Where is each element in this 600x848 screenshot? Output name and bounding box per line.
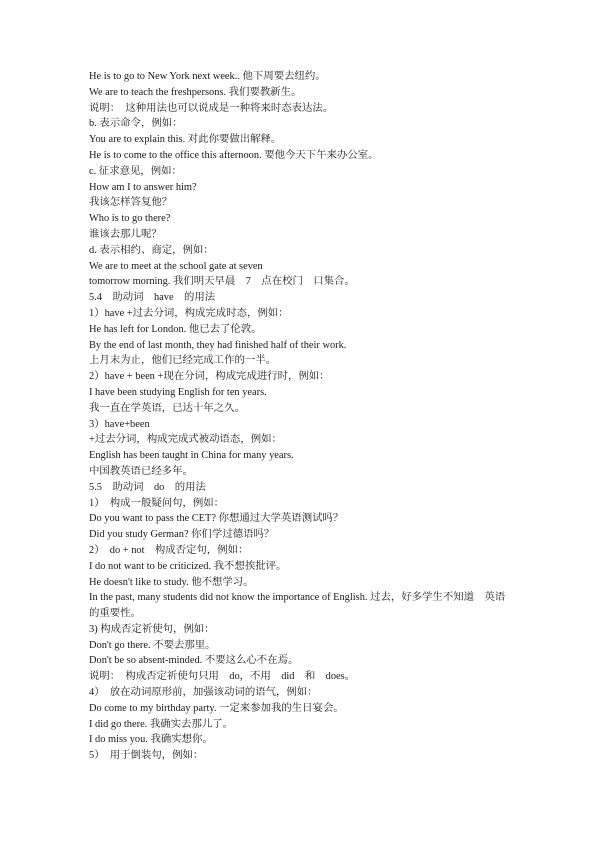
- text-line: By the end of last month, they had finished half of their work.: [89, 339, 347, 351]
- text-line: I do not want to be criticized. 我不想挨批评。: [89, 560, 287, 572]
- text-line: 4） 放在动词原形前，加强该动词的语气，例如：: [89, 687, 318, 699]
- text-line: He has left for London. 他已去了伦敦。: [89, 323, 262, 335]
- text-line: Who is to go there?: [89, 213, 171, 225]
- text-line: 说明： 这种用法也可以说成是一种将来时态表达法。: [89, 102, 334, 114]
- text-line: 2） do + not 构成否定句，例如：: [89, 544, 249, 556]
- text-line: b. 表示命令，例如：: [89, 118, 183, 130]
- text-line: d. 表示相约、商定，例如：: [89, 244, 214, 256]
- text-line: 的重要性。: [89, 608, 141, 620]
- text-line: In the past, many students did not know the importance of English. 过去，好多学生不知道 英语: [89, 592, 506, 604]
- text-line: I did go there. 我确实去那儿了。: [89, 718, 234, 730]
- text-line: 3）have+been: [89, 418, 150, 430]
- text-line: +过去分词，构成完成式被动语态，例如：: [89, 434, 282, 446]
- text-line: We are to teach the freshpersons. 我们要教新生。: [89, 86, 302, 98]
- text-line: 谁该去那儿呢？: [89, 228, 162, 240]
- text-line: tomorrow morning. 我们明天早晨 7 点在校门 口集合。: [89, 276, 355, 288]
- text-line: 中国教英语已经多年。: [89, 465, 193, 477]
- text-line: I have been studying English for ten years.: [89, 386, 267, 398]
- text-line: 2）have + been +现在分词，构成完成进行时，例如：: [89, 371, 330, 383]
- text-line: c. 征求意见，例如：: [89, 165, 182, 177]
- text-line: I do miss you. 我确实想你。: [89, 734, 213, 746]
- text-line: Don't go there. 不要去那里。: [89, 639, 216, 651]
- section-heading: 5.5 助动词 do 的用法: [89, 481, 206, 493]
- text-line: How am I to answer him?: [89, 181, 197, 193]
- document-body: [89, 69, 529, 764]
- text-line: He is to go to New York next week.. 他下周要去纽约。: [89, 71, 326, 82]
- section-heading: 5.4 助动词 have 的用法: [89, 292, 216, 304]
- text-line: Don't be so absent-minded. 不要这么心不在焉。: [89, 655, 299, 667]
- text-line: You are to explain this. 对此你要做出解释。: [89, 134, 282, 146]
- text-line: Did you study German? 你们学过德语吗？: [89, 529, 275, 541]
- text-line: Do you want to pass the CET? 你想通过大学英语测试吗？: [89, 513, 344, 525]
- text-line: 1）have +过去分词，构成完成时态，例如：: [89, 307, 289, 319]
- text-line: Do come to my birthday party. 一定来参加我的生日宴会。: [89, 702, 344, 714]
- text-line: He is to come to the office this afternoon. 要他今天下午来办公室。: [89, 149, 379, 161]
- text-line: 5） 用于倒装句，例如：: [89, 750, 204, 762]
- text-line: We are to meet at the school gate at seven: [89, 260, 263, 272]
- text-line: 3) 构成否定祈使句，例如：: [89, 623, 215, 635]
- text-line: He doesn't like to study. 他不想学习。: [89, 576, 254, 588]
- text-line: English has been taught in China for many years.: [89, 450, 294, 462]
- text-line: 我一直在学英语，已达十年之久。: [89, 402, 245, 414]
- text-line: 1） 构成一般疑问句，例如：: [89, 497, 225, 509]
- text-line: 说明： 构成否定祈使句只用 do，不用 did 和 does。: [89, 671, 356, 683]
- text-line: 我该怎样答复他？: [89, 197, 173, 209]
- text-line: 上月末为止，他们已经完成工作的一半。: [89, 355, 277, 367]
